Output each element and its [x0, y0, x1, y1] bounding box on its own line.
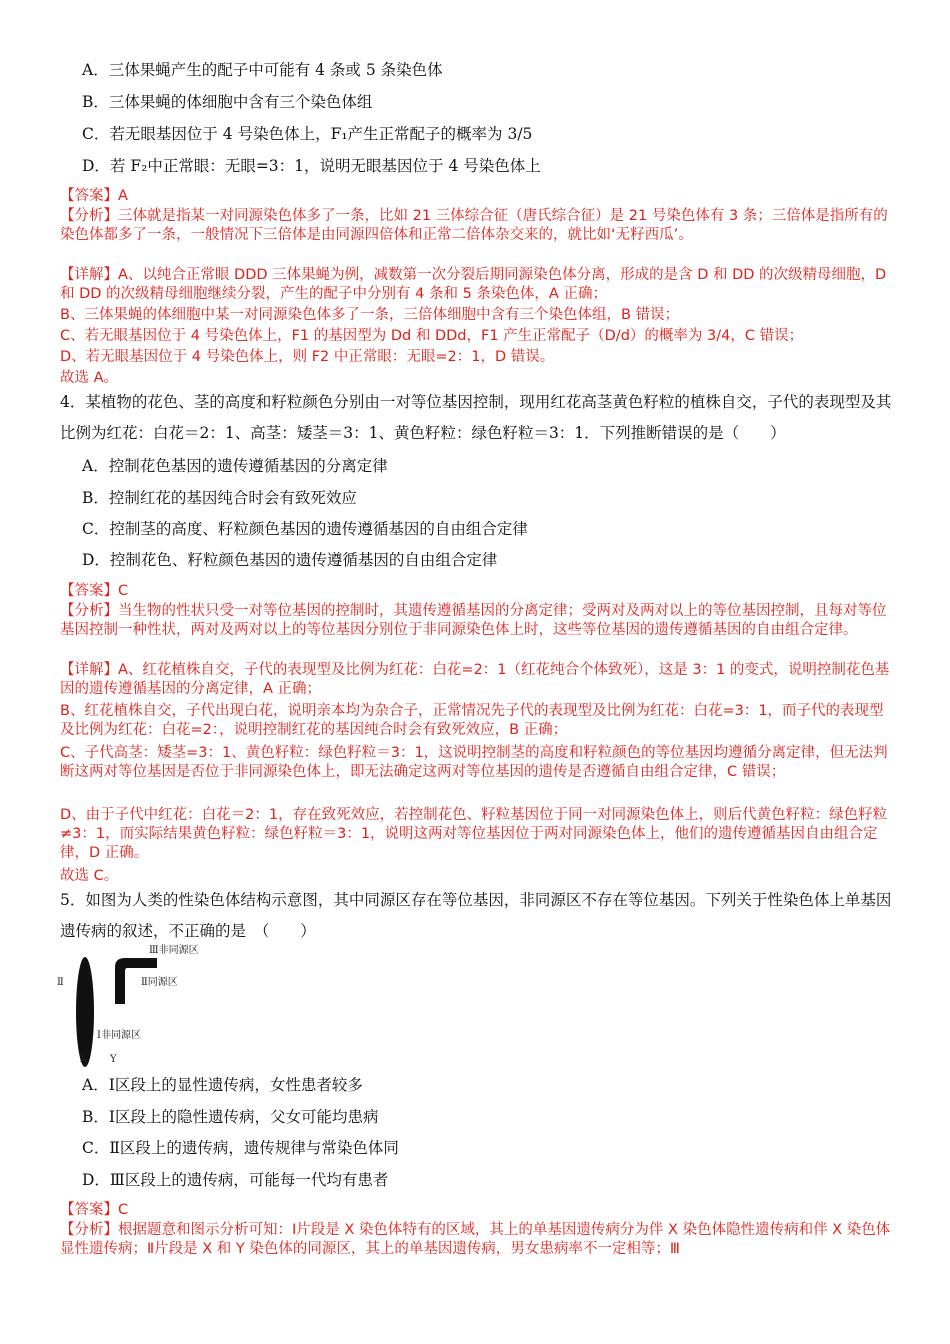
q4-detail-a: 【详解】A、红花植株自交，子代的表现型及比例为红花：白花=2：1（红花纯合个体致死），这是 3：1 的变式，说明控制花色基因的遗传遵循基因的分离定律，A 正确； — [60, 662, 890, 697]
q3-conclusion: 故选 A。 — [60, 370, 119, 386]
label-ii-left: Ⅱ — [57, 977, 64, 988]
q3-detail-a: 【详解】A、以纯合正常眼 DDD 三体果蝇为例，减数第一次分裂后期同源染色体分离，形成的是含 D 和 DD 的次级精母细胞，D 和 DD 的次级精母细胞继续分裂，产生的配子中分别有 4 条和 5 条染色体，A 正确； — [60, 267, 887, 302]
q3-answer: 【答案】A — [60, 188, 128, 204]
q3-detail-c: C、若无眼基因位于 4 号染色体上，F1 的基因型为 Dd 和 DDd，F1 产生正常配子（D/d）的概率为 3/4，C 错误； — [60, 328, 804, 344]
q5-option-c: C．Ⅱ区段上的遗传病，遗传规律与常染色体同 — [82, 1139, 399, 1157]
q3-detail-b: B、三体果蝇的体细胞中某一对同源染色体多了一条，三倍体细胞中含有三个染色体组，B 错误； — [60, 307, 680, 323]
q5-answer: 【答案】C — [60, 1202, 129, 1218]
q3-analysis: 【分析】三体就是指某一对同源染色体多了一条，比如 21 三体综合征（唐氏综合征）是 21 号染色体有 3 条；三倍体是指所有的染色体都多了一条，一般情况下三倍体是由同源四倍体和正常二倍体杂交来的，就比如‘无籽西瓜’。 — [60, 208, 888, 243]
q4-answer: 【答案】C — [60, 583, 129, 599]
q4-conclusion: 故选 C。 — [60, 868, 119, 884]
label-y: Y — [110, 1054, 117, 1065]
label-i-non-homologous: Ⅰ非同源区 — [97, 1030, 141, 1041]
q5-option-b: B．Ⅰ区段上的隐性遗传病，父女可能均患病 — [82, 1108, 379, 1126]
q4-detail-c: C、子代高茎：矮茎=3：1、黄色籽粒：绿色籽粒＝3：1，这说明控制茎的高度和籽粒颜色的等位基因均遵循分离定律，但无法判断这两对等位基因是否位于非同源染色体上，即无法确定这两对等位基因的遗传是否遵循自由组合定律，C 错误； — [60, 745, 888, 780]
q3-option-a: A．三体果蝇产生的配子中可能有 4 条或 5 条染色体 — [82, 61, 443, 79]
q4-option-c: C．控制茎的高度、籽粒颜色基因的遗传遵循基因的自由组合定律 — [82, 520, 528, 538]
q4-analysis: 【分析】当生物的性状只受一对等位基因的控制时，其遗传遵循基因的分离定律；受两对及两对以上的等位基因控制，且每对等位基因控制一种性状，两对及两对以上的等位基因分别位于非同源染色体上时，这些等位基因的遗传遵循基因的自由组合定律。 — [60, 603, 887, 638]
label-iii-non-homologous: Ⅲ非同源区 — [149, 945, 199, 956]
label-x: X — [80, 1054, 88, 1065]
q3-detail-d: D、若无眼基因位于 4 号染色体上，则 F2 中正常眼：无眼=2：1，D 错误。 — [60, 349, 555, 365]
q5-analysis: 【分析】根据题意和图示分析可知：Ⅰ片段是 X 染色体特有的区域，其上的单基因遗传病分为伴 X 染色体隐性遗传病和伴 X 染色体显性遗传病；Ⅱ片段是 X 和 Y 染色体的同源区，其上的单基因遗传病，男女患病率不一定相等；Ⅲ — [60, 1222, 891, 1257]
label-ii-homologous: Ⅱ同源区 — [141, 977, 178, 988]
q4-option-d: D．控制花色、籽粒颜色基因的遗传遵循基因的自由组合定律 — [82, 551, 498, 569]
q5-option-d: D．Ⅲ区段上的遗传病，可能每一代均有患者 — [82, 1171, 389, 1189]
q4-detail-b: B、红花植株自交，子代出现白花，说明亲本均为杂合子，正常情况先子代的表现型及比例为红花：白花=3：1，而子代的表现型及比例为红花：白花=2：，说明控制红花的基因纯合时会有致死效应，B 正确； — [60, 703, 884, 738]
sex-chromosome-figure — [55, 942, 215, 1067]
q3-option-d: D．若 F₂中正常眼：无眼=3：1，说明无眼基因位于 4 号染色体上 — [82, 157, 541, 175]
x-chromosome-shape — [76, 957, 94, 1067]
q4-option-b: B．控制红花的基因纯合时会有致死效应 — [82, 489, 357, 507]
q4-detail-d: D、由于子代中红花：白花＝2：1，存在致死效应，若控制花色、籽粒基因位于同一对同源染色体上，则后代黄色籽粒：绿色籽粒≠3：1，而实际结果黄色籽粒：绿色籽粒＝3：1，说明这两对等位基因位于两对同源染色体上，他们的遗传遵循基因自由组合定律，D 正确。 — [60, 807, 888, 861]
q5-stem: 5．如图为人类的性染色体结构示意图，其中同源区存在等位基因，非同源区不存在等位基因。下列关于性染色体上单基因遗传病的叙述，不正确的是 （ ） — [60, 891, 892, 940]
q3-option-b: B．三体果蝇的体细胞中含有三个染色体组 — [82, 93, 373, 111]
q4-option-a: A．控制花色基因的遗传遵循基因的分离定律 — [82, 457, 388, 475]
q5-option-a: A．Ⅰ区段上的显性遗传病，女性患者较多 — [82, 1076, 363, 1094]
q4-stem: 4．某植物的花色、茎的高度和籽粒颜色分别由一对等位基因控制，现用红花高茎黄色籽粒的植株自交，子代的表现型及其比例为红花：白花＝2：1、高茎：矮茎＝3：1、黄色籽粒：绿色籽粒＝3：1．下列推断错误的是（ ） — [60, 393, 892, 442]
q3-option-c: C．若无眼基因位于 4 号染色体上，F₁产生正常配子的概率为 3/5 — [82, 125, 533, 143]
